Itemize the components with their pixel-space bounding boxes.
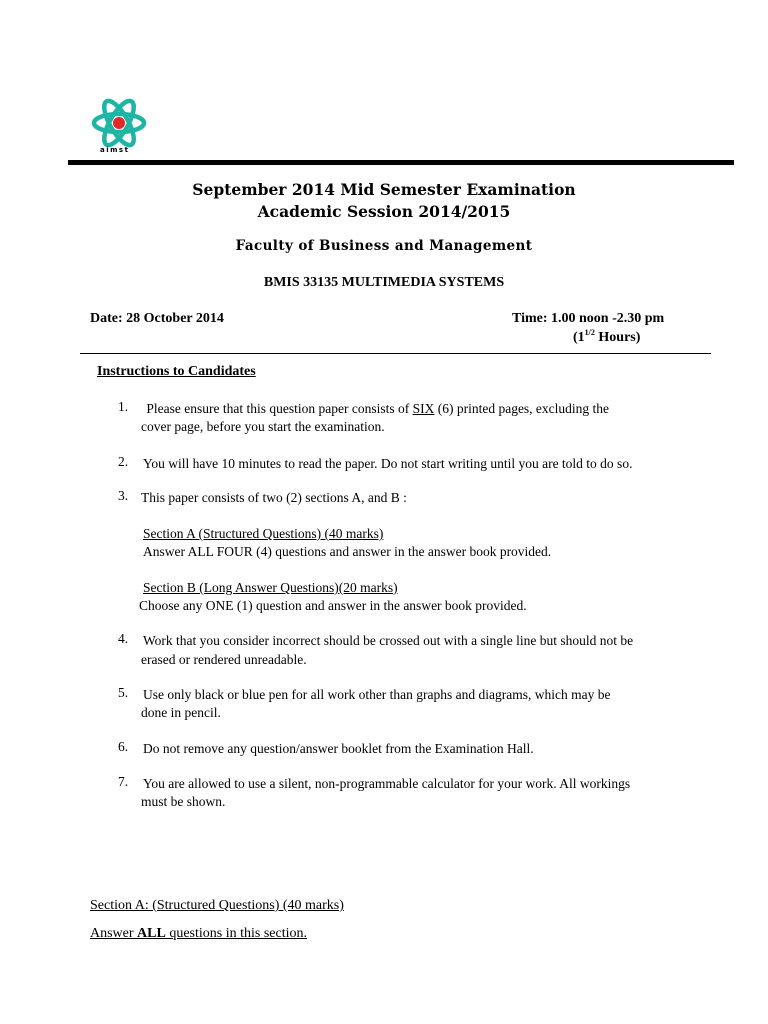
instructions-heading: Instructions to Candidates [97, 364, 256, 379]
item-4-line-1: Work that you consider incorrect should be crossed out with a single line but should not be [143, 633, 634, 648]
logo-text: aimst [100, 146, 130, 154]
item-7-line-2: must be shown. [141, 794, 226, 809]
top-divider [68, 160, 734, 165]
item-3-text: This paper consists of two (2) sections A, and B : [141, 490, 407, 505]
section-b-text: Choose any ONE (1) question and answer in the answer book provided. [139, 598, 527, 613]
section-b-title: Section B (Long Answer Questions)(20 marks) [143, 580, 398, 595]
academic-session: Academic Session 2014/2015 [257, 202, 511, 221]
exam-duration: ($1^{1/2}$ Hours) [573, 328, 641, 345]
item-7-line-1: You are allowed to use a silent, non-programmable calculator for your work. All workings [143, 776, 631, 791]
exam-date: Date: 28 October 2014 [90, 311, 224, 326]
item-4-line-2: erased or rendered unreadable. [141, 652, 307, 667]
item-6-number: 6. [118, 739, 129, 754]
item-4-number: 4. [118, 631, 129, 646]
item-7-number: 7. [118, 774, 129, 789]
exam-time: Time: 1.00 noon -2.30 pm [512, 311, 665, 326]
item-1-line-1: Please ensure that this question paper consists of SIX (6) printed pages, excluding the [146, 401, 610, 416]
section-a-heading: Section A: (Structured Questions) (40 marks) [90, 898, 344, 913]
item-5-number: 5. [118, 685, 129, 700]
course-title: BMIS 33135 MULTIMEDIA SYSTEMS [263, 275, 505, 290]
exam-title: September 2014 Mid Semester Examination [192, 180, 576, 199]
section-a-text: Answer ALL FOUR (4) questions and answer in the answer book provided. [143, 544, 552, 559]
faculty-name: Faculty of Business and Management [235, 238, 533, 254]
header-divider [80, 353, 711, 354]
item-1-line-2: cover page, before you start the examination. [141, 419, 385, 434]
item-2-text: You will have 10 minutes to read the paper. Do not start writing until you are told to do so. [143, 456, 633, 471]
item-5-line-2: done in pencil. [141, 705, 221, 720]
section-a-title: Section A (Structured Questions) (40 marks) [143, 526, 384, 541]
item-3-number: 3. [118, 488, 129, 503]
item-1-number: 1. [118, 399, 129, 414]
answer-all-instruction: Answer ALL questions in this section. [90, 926, 308, 941]
item-2-number: 2. [118, 454, 129, 469]
item-6-text: Do not remove any question/answer booklet from the Examination Hall. [143, 741, 534, 756]
item-5-line-1: Use only black or blue pen for all work other than graphs and diagrams, which may be [143, 687, 611, 702]
